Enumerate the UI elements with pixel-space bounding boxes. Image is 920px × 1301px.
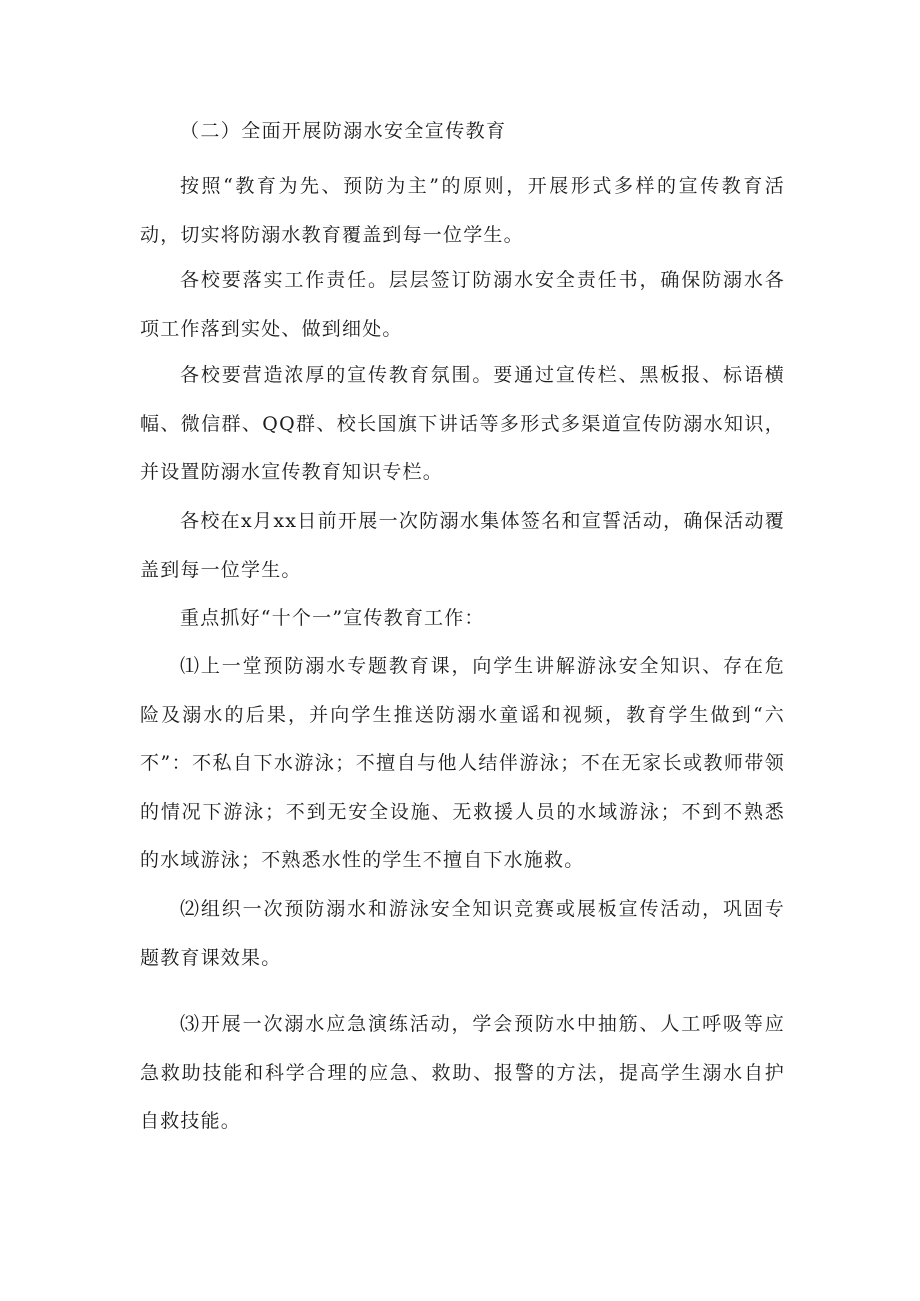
list-item-2: ⑵组织一次预防溺水和游泳安全知识竞赛或展板宣传活动，巩固专题教育课效果。	[140, 898, 785, 969]
paragraph-signing: 各校在x月xx日前开展一次防溺水集体签名和宣誓活动，确保活动覆盖到每一位学生。	[140, 510, 785, 581]
paragraph-responsibility: 各校要落实工作责任。层层签订防溺水安全责任书，确保防溺水各项工作落到实处、做到细处。	[140, 269, 785, 340]
section-heading: （二）全面开展防溺水安全宣传教育	[180, 120, 507, 142]
list-item-3: ⑶开展一次溺水应急演练活动，学会预防水中抽筋、人工呼吸等应急救助技能和科学合理的应急、救助、报警的方法，提高学生溺水自护自救技能。	[140, 1013, 785, 1132]
paragraph-ten-ones: 重点抓好“十个一”宣传教育工作：	[180, 607, 485, 629]
paragraph-atmosphere: 各校要营造浓厚的宣传教育氛围。要通过宣传栏、黑板报、标语横幅、微信群、QQ群、校长国旗下讲话等多形式多渠道宣传防溺水知识，并设置防溺水宣传教育知识专栏。	[140, 364, 785, 483]
list-item-1: ⑴上一堂预防溺水专题教育课，向学生讲解游泳安全知识、存在危险及溺水的后果，并向学生推送防溺水童谣和视频，教育学生做到“六不”：不私自下水游泳；不擅自与他人结伴游泳；不在无家长或教师带领的情况下游泳；不到无安全设施、无救援人员的水域游泳；不到不熟悉的水域游泳；不熟悉水性的学生不擅自下水施救。	[140, 655, 785, 871]
paragraph-principle: 按照“教育为先、预防为主”的原则，开展形式多样的宣传教育活动，切实将防溺水教育覆盖到每一位学生。	[140, 175, 785, 246]
